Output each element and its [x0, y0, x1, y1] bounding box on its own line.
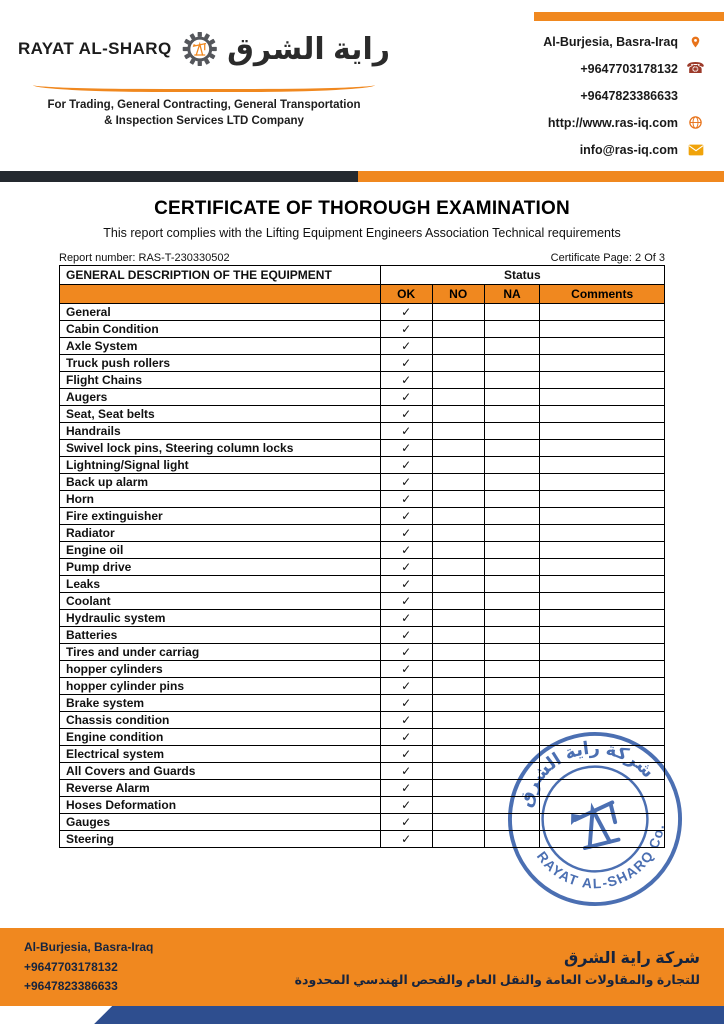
comments-cell	[540, 406, 665, 423]
table-row	[60, 729, 665, 746]
na-cell	[484, 559, 540, 576]
comments-cell	[540, 338, 665, 355]
no-cell	[432, 814, 484, 831]
ok-cell: ✓	[380, 712, 432, 729]
comments-cell	[540, 525, 665, 542]
ok-cell: ✓	[380, 780, 432, 797]
row-label: Reverse Alarm	[60, 780, 381, 797]
na-cell	[484, 695, 540, 712]
divider-dark-segment	[0, 171, 358, 182]
table-row	[60, 355, 665, 372]
row-label: Electrical system	[60, 746, 381, 763]
na-cell	[484, 406, 540, 423]
ok-cell: ✓	[380, 389, 432, 406]
comments-cell	[540, 372, 665, 389]
row-label: hopper cylinders	[60, 661, 381, 678]
empty-header-cell	[60, 285, 381, 304]
comments-cell	[540, 542, 665, 559]
row-label: Steering	[60, 831, 381, 848]
comments-cell	[540, 508, 665, 525]
row-label: Pump drive	[60, 559, 381, 576]
row-label: All Covers and Guards	[60, 763, 381, 780]
row-label: Brake system	[60, 695, 381, 712]
table-row	[60, 389, 665, 406]
footer-company-block	[295, 948, 700, 987]
certificate-page-label: Certificate Page: 2 Of 3	[550, 252, 665, 264]
report-meta	[59, 252, 665, 264]
no-cell	[432, 474, 484, 491]
company-logo	[18, 14, 390, 84]
footer-contact	[24, 938, 153, 996]
row-label: Gauges	[60, 814, 381, 831]
no-cell	[432, 440, 484, 457]
ok-cell: ✓	[380, 678, 432, 695]
page-subtitle: This report complies with the Lifting Equipment Engineers Association Technical requirements	[103, 226, 621, 240]
contact-info	[446, 14, 704, 163]
tagline-line-1: For Trading, General Contracting, General Transportation	[47, 99, 361, 111]
comments-cell	[540, 593, 665, 610]
stamp-english-text: RAYAT AL-SHARQ Co.	[533, 822, 668, 892]
footer	[0, 928, 724, 1024]
no-cell	[432, 746, 484, 763]
stamp-arabic-text: شركة راية الشرق	[514, 737, 659, 810]
na-cell	[484, 763, 540, 780]
ok-column-header: OK	[380, 285, 432, 304]
no-cell	[432, 338, 484, 355]
comments-cell	[540, 678, 665, 695]
ok-cell: ✓	[380, 814, 432, 831]
no-cell	[432, 559, 484, 576]
comments-cell	[540, 729, 665, 746]
comments-cell	[540, 814, 665, 831]
no-cell	[432, 627, 484, 644]
comments-cell	[540, 440, 665, 457]
row-label: Leaks	[60, 576, 381, 593]
no-cell	[432, 321, 484, 338]
table-row	[60, 372, 665, 389]
page-title: CERTIFICATE OF THOROUGH EXAMINATION	[154, 198, 570, 219]
gear-pumpjack-logo-icon	[182, 14, 218, 84]
na-cell	[484, 678, 540, 695]
table-row	[60, 423, 665, 440]
comments-cell	[540, 627, 665, 644]
ok-cell: ✓	[380, 474, 432, 491]
comments-cell	[540, 457, 665, 474]
table-row	[60, 542, 665, 559]
table-row	[60, 304, 665, 321]
ok-cell: ✓	[380, 321, 432, 338]
email-text: info@ras-iq.com	[579, 142, 678, 157]
table-row	[60, 525, 665, 542]
row-label: Flight Chains	[60, 372, 381, 389]
phone-primary-text: +9647703178132	[580, 61, 678, 76]
company-name-arabic: راية الشرق	[227, 32, 390, 66]
na-cell	[484, 440, 540, 457]
table-row	[60, 508, 665, 525]
location-pin-icon	[687, 34, 704, 50]
comments-cell	[540, 559, 665, 576]
na-cell	[484, 661, 540, 678]
no-cell	[432, 355, 484, 372]
table-row	[60, 831, 665, 848]
na-cell	[484, 746, 540, 763]
row-label: Cabin Condition	[60, 321, 381, 338]
address-text: Al-Burjesia, Basra-Iraq	[543, 34, 678, 49]
report-number-value: RAS-T-230330502	[138, 252, 230, 264]
footer-orange-band	[0, 928, 724, 1006]
no-cell	[432, 576, 484, 593]
table-row	[60, 593, 665, 610]
table-row	[60, 695, 665, 712]
table-row	[60, 338, 665, 355]
no-cell	[432, 423, 484, 440]
comments-cell	[540, 661, 665, 678]
table-row	[60, 712, 665, 729]
ok-cell: ✓	[380, 406, 432, 423]
na-cell	[484, 525, 540, 542]
table-row	[60, 559, 665, 576]
envelope-icon	[687, 144, 704, 156]
row-label: Augers	[60, 389, 381, 406]
telephone-icon: ☎	[686, 59, 705, 77]
no-cell	[432, 780, 484, 797]
no-cell	[432, 525, 484, 542]
table-header-row	[60, 266, 665, 285]
row-label: Hydraulic system	[60, 610, 381, 627]
no-cell	[432, 695, 484, 712]
na-cell	[484, 627, 540, 644]
na-cell	[484, 780, 540, 797]
no-cell	[432, 406, 484, 423]
divider-orange-segment	[358, 171, 724, 182]
header-divider-bar	[0, 171, 724, 182]
footer-company-description-arabic: للتجارة والمقاولات العامة والنقل العام والفحص الهندسي المحدودة	[294, 972, 700, 987]
table-row	[60, 321, 665, 338]
table-row	[60, 576, 665, 593]
ok-cell: ✓	[380, 627, 432, 644]
comments-cell	[540, 695, 665, 712]
row-label: Hoses Deformation	[60, 797, 381, 814]
ok-cell: ✓	[380, 593, 432, 610]
phone-secondary-text: +9647823386633	[580, 88, 678, 103]
comments-cell	[540, 576, 665, 593]
row-label: Chassis condition	[60, 712, 381, 729]
comments-cell	[540, 763, 665, 780]
ok-cell: ✓	[380, 576, 432, 593]
na-cell	[484, 576, 540, 593]
globe-icon	[687, 115, 704, 130]
comments-cell	[540, 321, 665, 338]
ok-cell: ✓	[380, 831, 432, 848]
row-label: Batteries	[60, 627, 381, 644]
header	[0, 0, 724, 163]
ok-cell: ✓	[380, 457, 432, 474]
comments-column-header: Comments	[540, 285, 665, 304]
comments-cell	[540, 746, 665, 763]
na-cell	[484, 423, 540, 440]
ok-cell: ✓	[380, 372, 432, 389]
na-cell	[484, 610, 540, 627]
ok-cell: ✓	[380, 338, 432, 355]
ok-cell: ✓	[380, 304, 432, 321]
no-cell	[432, 644, 484, 661]
row-label: Lightning/Signal light	[60, 457, 381, 474]
company-brand	[18, 14, 390, 163]
ok-cell: ✓	[380, 491, 432, 508]
comments-cell	[540, 780, 665, 797]
no-cell	[432, 372, 484, 389]
no-cell	[432, 797, 484, 814]
row-label: General	[60, 304, 381, 321]
tagline-line-2: & Inspection Services LTD Company	[104, 115, 304, 128]
ok-cell: ✓	[380, 508, 432, 525]
report-number	[59, 252, 230, 264]
comments-cell	[540, 355, 665, 372]
no-cell	[432, 831, 484, 848]
table-row	[60, 491, 665, 508]
website-text: http://www.ras-iq.com	[547, 115, 678, 130]
header-accent-strip	[534, 12, 724, 21]
row-label: Handrails	[60, 423, 381, 440]
ok-cell: ✓	[380, 644, 432, 661]
na-cell	[484, 338, 540, 355]
contact-address	[446, 28, 704, 55]
no-cell	[432, 491, 484, 508]
row-label: Engine condition	[60, 729, 381, 746]
row-label: Tires and under carriag	[60, 644, 381, 661]
ok-cell: ✓	[380, 763, 432, 780]
na-cell	[484, 814, 540, 831]
footer-navy-strip	[0, 1006, 724, 1024]
ok-cell: ✓	[380, 797, 432, 814]
certificate-body	[0, 198, 724, 848]
footer-phone-secondary: +9647823386633	[24, 978, 118, 993]
no-cell	[432, 763, 484, 780]
comments-cell	[540, 644, 665, 661]
no-cell	[432, 610, 484, 627]
na-cell	[484, 355, 540, 372]
equipment-checklist-table	[59, 265, 665, 848]
na-cell	[484, 457, 540, 474]
table-row	[60, 457, 665, 474]
no-cell	[432, 661, 484, 678]
footer-company-name-arabic: شركة راية الشرق	[563, 949, 700, 967]
na-cell	[484, 389, 540, 406]
no-column-header: NO	[432, 285, 484, 304]
brand-underline-swoosh	[33, 85, 375, 92]
no-cell	[432, 593, 484, 610]
no-cell	[432, 304, 484, 321]
row-label: hopper cylinder pins	[60, 678, 381, 695]
na-cell	[484, 491, 540, 508]
row-label: Back up alarm	[60, 474, 381, 491]
table-row	[60, 814, 665, 831]
comments-cell	[540, 304, 665, 321]
ok-cell: ✓	[380, 525, 432, 542]
comments-cell	[540, 389, 665, 406]
no-cell	[432, 542, 484, 559]
na-cell	[484, 729, 540, 746]
comments-cell	[540, 831, 665, 848]
table-row	[60, 406, 665, 423]
comments-cell	[540, 423, 665, 440]
ok-cell: ✓	[380, 542, 432, 559]
comments-cell	[540, 610, 665, 627]
contact-phone-primary	[446, 55, 704, 82]
table-row	[60, 661, 665, 678]
no-cell	[432, 457, 484, 474]
na-cell	[484, 508, 540, 525]
na-cell	[484, 321, 540, 338]
row-label: Coolant	[60, 593, 381, 610]
description-header: GENERAL DESCRIPTION OF THE EQUIPMENT	[60, 266, 381, 285]
ok-cell: ✓	[380, 423, 432, 440]
comments-cell	[540, 712, 665, 729]
table-row	[60, 474, 665, 491]
ok-cell: ✓	[380, 661, 432, 678]
ok-cell: ✓	[380, 729, 432, 746]
table-row	[60, 610, 665, 627]
equipment-table-body	[60, 304, 665, 848]
status-header: Status	[380, 266, 664, 285]
na-cell	[484, 712, 540, 729]
contact-phone-secondary	[446, 82, 704, 109]
row-label: Seat, Seat belts	[60, 406, 381, 423]
status-columns-row	[60, 285, 665, 304]
row-label: Engine oil	[60, 542, 381, 559]
table-row	[60, 763, 665, 780]
na-cell	[484, 304, 540, 321]
row-label: Horn	[60, 491, 381, 508]
ok-cell: ✓	[380, 610, 432, 627]
comments-cell	[540, 797, 665, 814]
ok-cell: ✓	[380, 440, 432, 457]
table-row	[60, 746, 665, 763]
table-row	[60, 678, 665, 695]
table-row	[60, 644, 665, 661]
ok-cell: ✓	[380, 559, 432, 576]
row-label: Axle System	[60, 338, 381, 355]
contact-email	[446, 136, 704, 163]
comments-cell	[540, 491, 665, 508]
ok-cell: ✓	[380, 355, 432, 372]
na-column-header: NA	[484, 285, 540, 304]
row-label: Radiator	[60, 525, 381, 542]
table-row	[60, 627, 665, 644]
na-cell	[484, 797, 540, 814]
no-cell	[432, 678, 484, 695]
contact-website	[446, 109, 704, 136]
no-cell	[432, 712, 484, 729]
na-cell	[484, 644, 540, 661]
na-cell	[484, 831, 540, 848]
table-row	[60, 780, 665, 797]
company-name: RAYAT AL-SHARQ	[18, 39, 172, 58]
no-cell	[432, 389, 484, 406]
footer-address: Al-Burjesia, Basra-Iraq	[24, 940, 154, 955]
ok-cell: ✓	[380, 746, 432, 763]
table-row	[60, 440, 665, 457]
no-cell	[432, 729, 484, 746]
na-cell	[484, 474, 540, 491]
comments-cell	[540, 474, 665, 491]
ok-cell: ✓	[380, 695, 432, 712]
row-label: Swivel lock pins, Steering column locks	[60, 440, 381, 457]
table-row	[60, 797, 665, 814]
footer-phone-primary: +9647703178132	[24, 959, 118, 974]
row-label: Truck push rollers	[60, 355, 381, 372]
na-cell	[484, 542, 540, 559]
company-tagline	[18, 97, 390, 129]
na-cell	[484, 372, 540, 389]
no-cell	[432, 508, 484, 525]
row-label: Fire extinguisher	[60, 508, 381, 525]
na-cell	[484, 593, 540, 610]
report-number-label: Report number:	[59, 252, 136, 264]
